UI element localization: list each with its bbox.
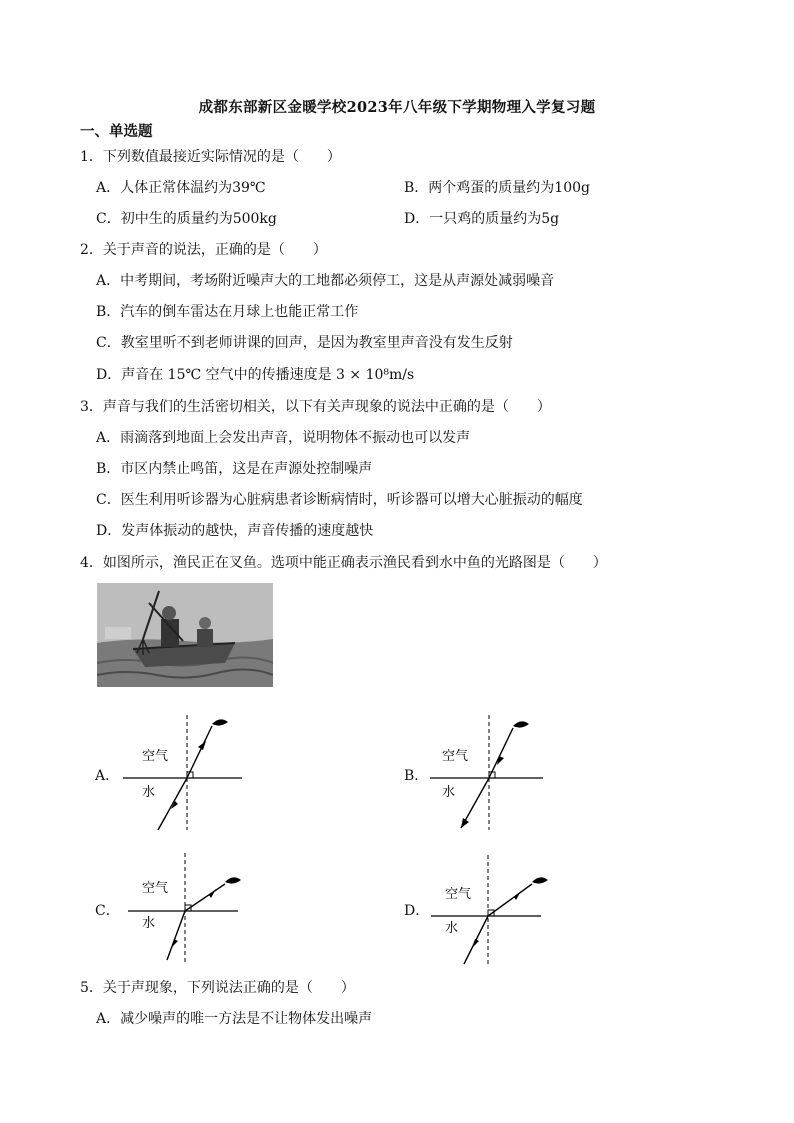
fisherman-photo [97, 583, 273, 687]
question-4-stem: 4．如图所示，渔民正在叉鱼。选项中能正确表示渔民看到水中鱼的光路图是（ ） [80, 555, 607, 571]
question-3-option-b[interactable]: B．市区内禁止鸣笛，这是在声源处控制噪声 [96, 461, 373, 477]
figure-a-diagram [120, 710, 250, 835]
question-2-option-c[interactable]: C．教室里听不到老师讲课的回声，是因为教室里声音没有发生反射 [96, 335, 513, 351]
question-2-option-a[interactable]: A．中考期间，考场附近噪声大的工地都必须停工，这是从声源处减弱噪音 [96, 273, 555, 289]
question-3-option-d[interactable]: D．发声体振动的越快，声音传播的速度越快 [96, 523, 374, 539]
figure-a-label[interactable]: A． [95, 768, 120, 784]
figure-d-air-label: 空气 [445, 887, 472, 902]
question-1-option-a[interactable]: A．人体正常体温约为39℃ [96, 180, 266, 196]
figure-b-air-label: 空气 [442, 749, 469, 764]
page-title: 成都东部新区金暖学校2023年八年级下学期物理入学复习题 [198, 99, 596, 116]
figure-b-diagram [425, 710, 555, 835]
section-heading: 一、单选题 [80, 123, 153, 140]
question-2-option-b[interactable]: B．汽车的倒车雷达在月球上也能正常工作 [96, 304, 359, 320]
figure-c-label[interactable]: C． [95, 903, 120, 919]
figure-c-diagram [125, 850, 255, 965]
question-2-stem: 2．关于声音的说法，正确的是（ ） [80, 242, 327, 258]
figure-d-water-label: 水 [445, 921, 459, 936]
figure-d-label[interactable]: D． [404, 903, 430, 919]
question-3-stem: 3．声音与我们的生活密切相关，以下有关声现象的说法中正确的是（ ） [80, 399, 551, 415]
question-5-stem: 5．关于声现象，下列说法正确的是（ ） [80, 980, 355, 996]
question-3-option-a[interactable]: A．雨滴落到地面上会发出声音，说明物体不振动也可以发声 [96, 430, 471, 446]
question-2-option-d[interactable]: D．声音在 15℃ 空气中的传播速度是 3 × 10⁸m/s [96, 367, 415, 383]
figure-c-air-label: 空气 [142, 881, 169, 896]
figure-c-water-label: 水 [142, 916, 156, 931]
figure-b-water-label: 水 [442, 785, 456, 800]
fisherman-illustration [97, 583, 273, 687]
figure-a-air-label: 空气 [142, 749, 169, 764]
question-1-option-d[interactable]: D．一只鸡的质量约为5g [404, 211, 560, 227]
question-1-stem: 1．下列数值最接近实际情况的是（ ） [80, 149, 341, 165]
question-5-option-a[interactable]: A．减少噪声的唯一方法是不让物体发出噪声 [96, 1011, 373, 1027]
figure-a-water-label: 水 [142, 785, 156, 800]
question-1-option-c[interactable]: C．初中生的质量约为500kg [96, 211, 277, 227]
question-1-option-b[interactable]: B．两个鸡蛋的质量约为100g [404, 180, 590, 196]
question-3-option-c[interactable]: C．医生利用听诊器为心脏病患者诊断病情时，听诊器可以增大心脏振动的幅度 [96, 492, 583, 508]
figure-b-label[interactable]: B． [404, 768, 429, 784]
figure-d-diagram [428, 852, 558, 967]
